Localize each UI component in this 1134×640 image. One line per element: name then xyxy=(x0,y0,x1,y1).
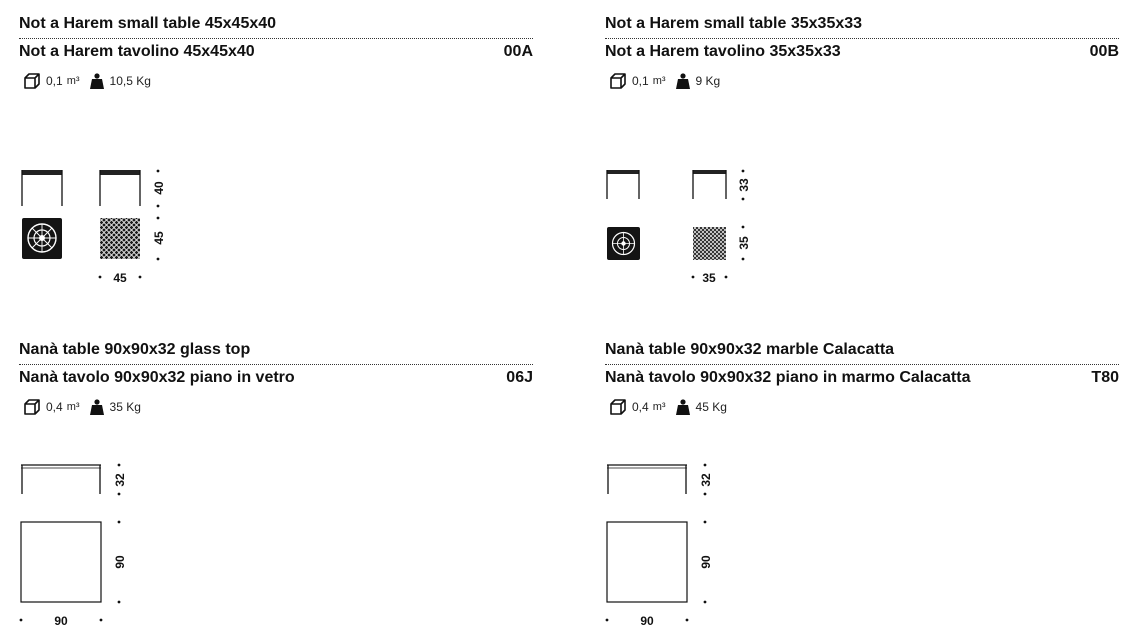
top-view-ornate xyxy=(22,218,62,259)
dim-depth: 45 xyxy=(152,231,166,245)
product-code: T80 xyxy=(1091,369,1119,386)
weight-value: 35 Kg xyxy=(109,400,141,414)
product-title-it: Nanà tavolo 90x90x32 piano in marmo Calacatta xyxy=(605,369,971,386)
dim-width: 35 xyxy=(702,271,716,285)
top-view-lattice xyxy=(693,227,726,260)
product-card-06J xyxy=(19,326,533,636)
dim-height: 40 xyxy=(152,181,166,195)
top-view xyxy=(607,522,687,602)
top-view xyxy=(21,522,101,602)
dimension-dots xyxy=(606,464,707,622)
product-code: 00A xyxy=(503,43,533,60)
dim-width: 90 xyxy=(54,614,68,628)
technical-drawing xyxy=(19,0,533,310)
volume-unit: m³ xyxy=(66,75,80,87)
product-title-en: Nanà table 90x90x32 glass top xyxy=(19,341,251,358)
product-title-en: Not a Harem small table 35x35x33 xyxy=(605,15,863,32)
dim-width: 45 xyxy=(113,271,127,285)
product-card-00A xyxy=(19,0,533,310)
volume-value: 0,1 xyxy=(632,74,649,88)
product-title-en: Not a Harem small table 45x45x40 xyxy=(19,15,277,32)
side-view xyxy=(100,170,140,206)
technical-drawing xyxy=(19,326,533,636)
front-view xyxy=(607,465,687,494)
side-view xyxy=(693,170,726,199)
product-code: 06J xyxy=(506,369,533,386)
product-title-it: Nanà tavolo 90x90x32 piano in vetro xyxy=(19,369,295,386)
dim-depth: 90 xyxy=(699,555,713,569)
product-title-it: Not a Harem tavolino 45x45x40 xyxy=(19,43,255,60)
dim-height: 33 xyxy=(737,178,751,192)
product-title-en: Nanà table 90x90x32 marble Calacatta xyxy=(605,341,895,358)
volume-value: 0,4 xyxy=(46,400,63,414)
volume-unit: m³ xyxy=(66,401,80,413)
dimension-dots xyxy=(20,464,121,622)
dim-height: 32 xyxy=(113,473,127,487)
product-card-00B xyxy=(605,0,1119,310)
dim-width: 90 xyxy=(640,614,654,628)
weight-value: 10,5 Kg xyxy=(109,74,151,88)
product-code: 00B xyxy=(1089,43,1119,60)
technical-drawing xyxy=(605,326,1119,636)
front-view xyxy=(607,170,639,199)
front-view xyxy=(21,465,101,494)
volume-unit: m³ xyxy=(652,75,666,87)
top-view-lattice xyxy=(100,218,140,259)
volume-value: 0,1 xyxy=(46,74,63,88)
front-view xyxy=(22,170,62,206)
volume-unit: m³ xyxy=(652,401,666,413)
product-card-T80 xyxy=(605,326,1119,636)
top-view-ornate xyxy=(607,227,640,260)
volume-value: 0,4 xyxy=(632,400,649,414)
weight-value: 45 Kg xyxy=(695,400,727,414)
technical-drawing xyxy=(605,0,1119,310)
dim-depth: 35 xyxy=(737,236,751,250)
product-title-it: Not a Harem tavolino 35x35x33 xyxy=(605,43,841,60)
dim-height: 32 xyxy=(699,473,713,487)
weight-value: 9 Kg xyxy=(695,74,721,88)
dim-depth: 90 xyxy=(113,555,127,569)
